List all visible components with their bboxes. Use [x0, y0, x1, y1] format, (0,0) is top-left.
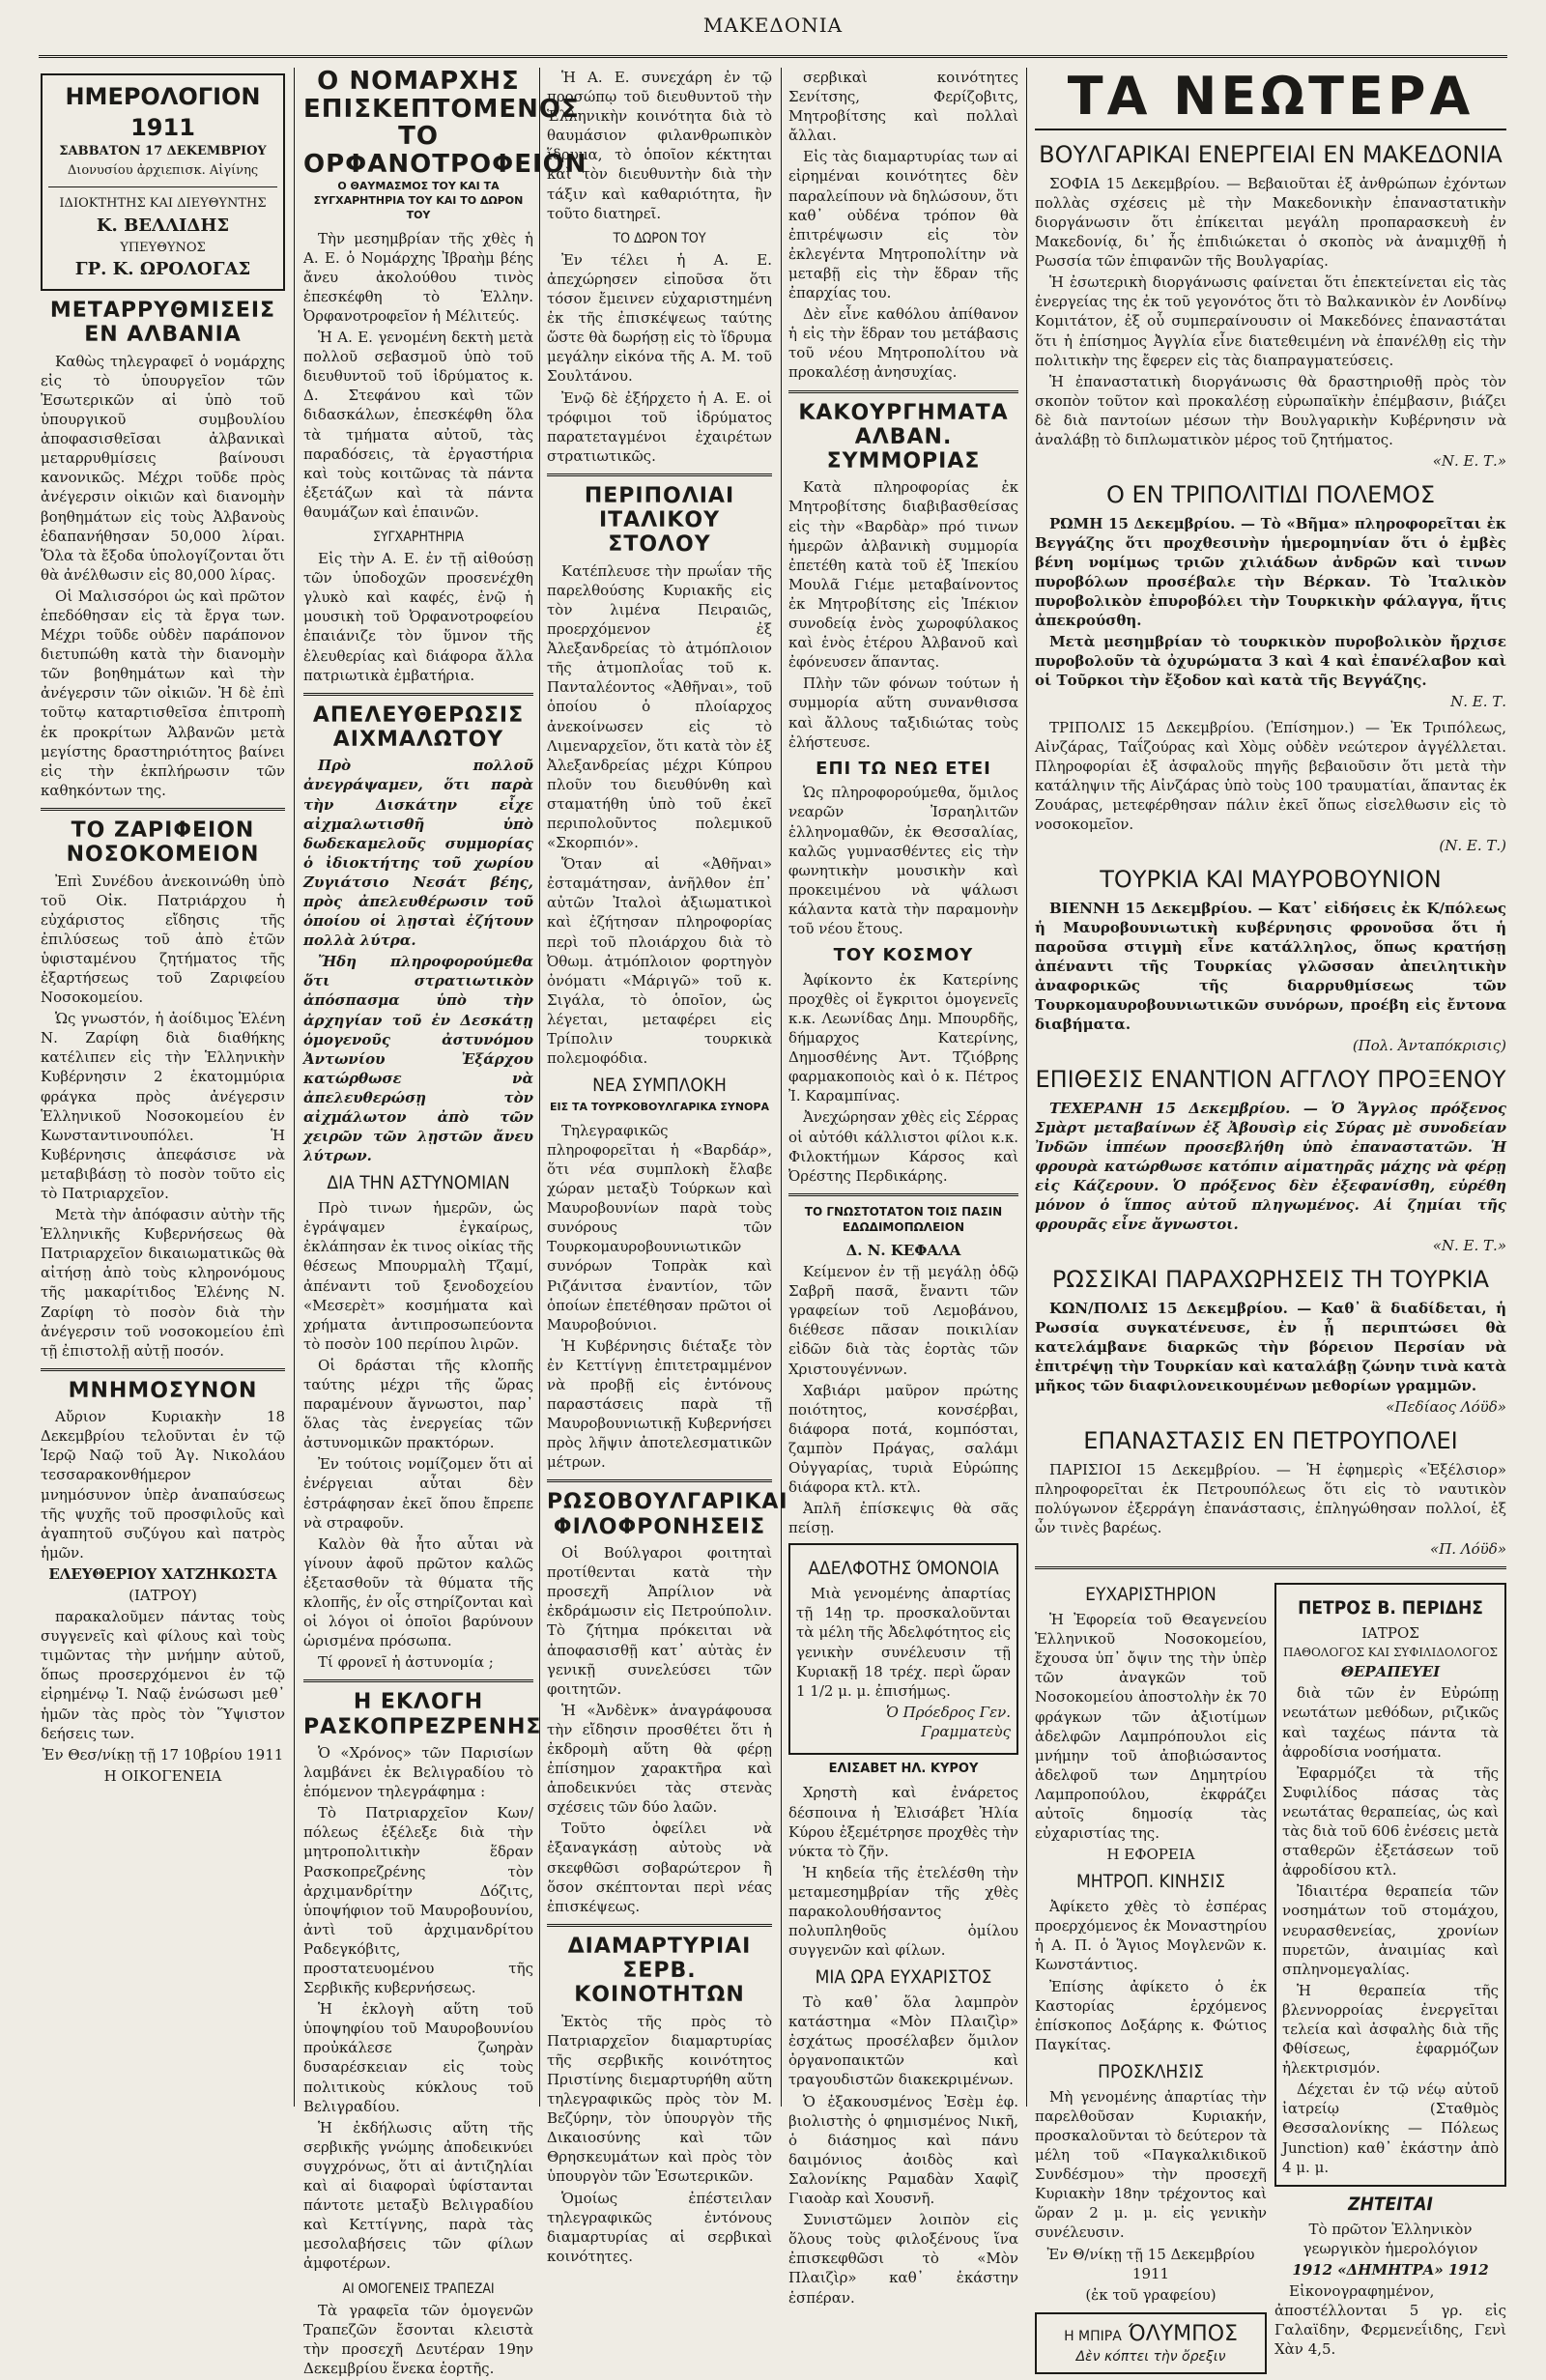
news-title: ΕΠΙΘΕΣΙΣ ΕΝΑΝΤΙΟΝ ΑΓΓΛΟΥ ΠΡΟΞΕΝΟΥ [1035, 1066, 1506, 1094]
article-title: ΑΔΕΛΦΟΤΗΣ ΌΜΟΝΟΙΑ [808, 1558, 999, 1580]
article-paragraph: Καλὸν θὰ ἦτο αὗται νὰ γίνουν ἀφοῦ πρῶτον καλῶς ἐξετασθοῦν τὰ θύματα τῆς κλοπῆς, ἐν οἷς στηρίζονται καὶ οἱ λόγοι οἱ ὁποῖοι βαρύνουν ὡρισμένα πρόσωπα. [303, 1534, 533, 1650]
news-paragraph: ΣΟΦΙΑ 15 Δεκεμβρίου. — Βεβαιοῦται ἐξ ἀνθρώπων ἐχόντων πολλὰς σχέσεις μὲ τὴν Μακεδονικὴν ἐπαναστατικὴν διοργάνωσιν ὅτι ἐπίκειται μεγάλη προπαρασκευὴ ἐν Μακεδονίᾳ, δι᾽ ἧς ἐπιδιώκεται ὁ σκοπὸς νὰ ἀναμιχθῇ ἡ Ρωσσία τῶν ἐπιφανῶν τῆς Βουλγαρίας. [1035, 174, 1506, 271]
article-paragraph: Τί φρονεῖ ἡ ἀστυνομία ; [318, 1653, 494, 1672]
news-paragraph: ΤΡΙΠΟΛΙΣ 15 Δεκεμβρίου. (Ἐπίσημον.) — Ἐκ Τριπόλεως, Αἰνζάρας, Ταΐζούρας καὶ Χὸμς οὐδὲν νεώτερον ἀγγέλλεται. Πληροφορίαι ἐξ ἀσφαλοῦς πηγῆς βεβαιοῦσιν ὅτι μετὰ τὴν κατάληψιν τῆς Αἰνζάρας ὑπὸ τοὺς 100 τραυματίαι, ἅπαντας ἐκ Ζουάρας, μετεφέρθησαν πάλιν ἐκεῖ ὅπως εἰσελθωσιν εἰς τὸ νοσοκομεῖον. [1035, 718, 1506, 833]
news-source: (Ν. Ε. Τ.) [1439, 837, 1506, 855]
memorial-role: (ΙΑΤΡΟΥ) [129, 1586, 197, 1604]
article-paragraph: Συνιστῶμεν λοιπὸν εἰς ὅλους τοὺς φιλοξένους ἵνα ἐπισκεφθῶσι τὸ «Μὸν Πλαιζὶρ» καθ᾽ ἑκάστην ἑσπέραν. [788, 2211, 1018, 2307]
beer-ad-prefix: Η ΜΠΙΡΑ [1064, 2328, 1122, 2344]
ad-date: Ἐν Θ/νίκῃ τῇ 15 Δεκεμβρίου 1911 [1046, 2245, 1255, 2282]
column-5 [1029, 66, 1512, 2366]
article-title: ΤΟ ΓΝΩΣΤΟΤΑΤΟΝ ΤΟΙΣ ΠΑΣΙΝ ΕΔΩΔΙΜΟΠΩΛΕΙΟΝ [804, 1204, 1003, 1234]
article-paragraph: Οἱ Βούλγαροι φοιτηταὶ προτίθενται κατὰ τὴν προσεχῆ Ἀπρίλιον νὰ ἐκδράμωσιν εἰς Πετρούπολιν. Τὸ ζήτημα πρόκειται νὰ ἀποφασισθῇ κατ᾽ αὐτὰς ἐν γενικῇ συνελεύσει τῶν φοιτητῶν. [547, 1544, 772, 1698]
article-paragraph: Ἐν τούτοις νομίζομεν ὅτι αἱ ἐνέργειαι αὗται δὲν ἐστράφησαν ἐκεῖ ὅπου ἔπρεπε νὰ στραφοῦν. [303, 1455, 533, 1532]
shop-name: Δ. Ν. ΚΕΦΑΛΑ [845, 1242, 961, 1260]
article-title: ΚΑΚΟΥΡΓΗΜΑΤΑ ΑΛΒΑΝ. ΣΥΜΜΟΡΙΑΣ [798, 400, 1009, 474]
ad-paragraph: Ἀφίκετο χθὲς τὸ ἑσπέρας προερχόμενος ἐκ Μοναστηρίου ἡ Α. Π. ὁ Ἅγιος Μογλενῶν κ. Κωνστάντιος. [1035, 1898, 1267, 1974]
beer-ad-name: ΌΛΥΜΠΟΣ [1128, 2321, 1238, 2346]
article-paragraph: Ἀνεχώρησαν χθὲς εἰς Σέρρας οἱ αὐτόθι κάλλιστοι φίλοι κ.κ. Φιλοκτήμων Κάρσος καὶ Ὀρέστης Περδικάρης. [788, 1108, 1018, 1185]
article-title: ΤΟΥ ΚΟΣΜΟΥ [833, 945, 974, 966]
article-title: Ο ΝΟΜΑΡΧΗΣ ΕΠΙΣΚΕΠΤΟΜΕΝΟΣ ΤΟ ΟΡΦΑΝΟΤΡΟΦΕΙΟΝ [303, 67, 587, 179]
column-2 [298, 67, 587, 2377]
article-paragraph: Τὸ Πατριαρχεῖον Κων/πόλεως ἐξέλεξε διὰ τὴν μητροπολιτικὴν ἕδραν Ρασκοπρεζρένης τὸν ἀρχιμανδρίτην Δόζιτς, ὑποψήφιον τοῦ Μαυροβουνίου, ἀντὶ τοῦ ἀρχιμανδρίτου Ραδεγκόβιτς, προστατευομένου τῆς Σερβικῆς κυβερνήσεως. [303, 1804, 533, 1997]
article-paragraph: Ἡ Α. Ε. γενομένη δεκτὴ μετὰ πολλοῦ σεβασμοῦ ὑπὸ τοῦ διευθυντοῦ τοῦ ἱδρύματος κ. Δ. Στεφάνου καὶ τῶν διδασκάλων, ἐπεσκέφθη ὅλα τὰ τμήματα αὐτοῦ, τὰς παραδόσεις, τὰ ἐργαστήρια καὶ τοὺς κοιτῶνας τὰ πάντα ἐξετάζων καὶ τὰ πάντα θαυμάζων καὶ ἐπαινῶν. [303, 329, 533, 521]
article-paragraph: Μετὰ τὴν ἀπόφασιν αὐτὴν τῆς Ἑλληνικῆς Κυβερνήσεως θὰ Πατριαρχεῖον δικαιωματικῶς θὰ αἰτήσῃ ἀπὸ τοὺς κληρονόμους τῆς μακαρίτιδος Ἑλένης Ν. Ζαρίφη τὸ ποσὸν διὰ τὴν ἀνέγερσιν τοῦ νοσοκομείου ἐπὶ τῇ ἐπιστολῇ αὐτῇ ποσόν. [41, 1206, 285, 1360]
ad-paragraph: Ἡ Ἐφορεία τοῦ Θεαγενείου Ἑλληνικοῦ Νοσοκομείου, ἔχουσα ὑπ᾽ ὄψιν της τὴν ὑπὲρ τῶν ἀναγκῶν τοῦ Νοσοκομείου ἀποστολὴν ἐκ 70 φράγκων τῶν ἀξιοτίμων ἀδελφῶν Λαμπρόπουλοι εἰς μνήμην τοῦ ἀποβιώσαντος ἀδελφοῦ των Δημητρίου Λαμπροπούλου, ἐκφράζει αὐτοῖς δημοσίᾳ τὰς εὐχαριστίας της. [1035, 1611, 1267, 1843]
article-paragraph: Δὲν εἶνε καθόλου ἀπίθανον ἡ εἰς τὴν ἕδραν του μετάβασις τοῦ νέου Μητροπολίτου νὰ προκαλέσῃ ἀνησυχίας. [788, 305, 1018, 382]
article-subheading: ΣΥΓΧΑΡΗΤΗΡΙΑ [372, 529, 465, 545]
memorial-sign: Η ΟΙΚΟΓΕΝΕΙΑ [103, 1766, 222, 1785]
article-paragraph: Ἡ κηδεία τῆς ἐτελέσθη τὴν μεταμεσημβρίαν τῆς χθὲς παρακολουθήσαντος πολυπληθοῦς ὁμίλου συγγενῶν καὶ φίλων. [788, 1863, 1018, 1960]
article-title: ΕΛΙΣΑΒΕΤ ΗΛ. ΚΥΡΟΥ [828, 1762, 979, 1777]
ad-title: ΖΗΤΕΙΤΑΙ [1348, 2193, 1433, 2215]
article-paragraph: Ἐνῷ δὲ ἐξήρχετο ἡ Α. Ε. οἱ τρόφιμοι τοῦ ἱδρύματος παρατεταγμένοι ἐχαιρέτων στρατιωτικῶς. [547, 388, 772, 465]
news-paragraph: ΡΩΜΗ 15 Δεκεμβρίου. — Τὸ «Βῆμα» πληροφορεῖται ἐκ Βεγγάζης ὅτι προχθεσινὴν ἡμερομηνίαν ὅτι ὁ ἐμβὲς βένη νομίμως τριῶν χιλιάδων ἀνδρῶν καὶ τινων πυροβόλων προσέβαλε τὴν Βέρκαν. Τὸ Ἰταλικὸν πυροβολικὸν ἐπυροβόλει τὴν Τουρκικὴν φάλαγγα, ἥτις ἀπεκρούσθη. [1035, 514, 1506, 630]
article-paragraph: Οἱ δράσται τῆς κλοπῆς ταύτης μέχρι τῆς ὥρας παραμένουν ἄγνωστοι, παρ᾽ ὅλας τὰς ἐνεργείας τῶν ἀστυνομικῶν πρακτόρων. [303, 1356, 533, 1452]
article-paragraph: Εἰς τὰς διαμαρτυρίας των αἱ εἰρημέναι κοινότητες δὲν παραλείπουν νὰ δηλώσουν, ὅτι καθ᾽ οὐδένα τρόπον θὰ ἐπιτρέψωσιν εἰς τὸν ἐκλεγέντα Μητροπολίτην νὰ μεταβῇ εἰς τὴν ἕδραν τῆς ἐπαρχίας του. [788, 148, 1019, 302]
article-paragraph: Ἀπλῆ ἐπίσκεψις θὰ σᾶς πείσῃ. [788, 1500, 1018, 1537]
news-source: «Ν. Ε. Τ.» [1432, 1237, 1506, 1255]
news-title: Ο ΕΝ ΤΡΙΠΟΛΙΤΙΔΙ ΠΟΛΕΜΟΣ [1105, 481, 1436, 509]
ad-spec: ΠΑΘΟΛΟΓΟΣ ΚΑΙ ΣΥΦΙΛΙΔΟΛΟΓΟΣ [1282, 1646, 1498, 1660]
article-paragraph: Τὴν μεσημβρίαν τῆς χθὲς ἡ Α. Ε. ὁ Νομάρχης Ἰβραὴμ βέης ἄνευ ἀκολούθου τινὸς ἐπεσκέφθη τὸ Ἑλλην. Ὀρφανοτροφεῖον ἡ Μέλιτεύς. [303, 229, 533, 325]
article-paragraph: Κατέπλευσε τὴν πρωΐαν τῆς παρελθούσης Κυριακῆς εἰς τὸν λιμένα Πειραιῶς, προερχόμενον ἐξ Ἀλεξανδρείας τὸ ἀτμόπλοιον τῆς ἀτμοπλοΐας τοῦ κ. Πανταλέοντος «Ἀθῆναι», τοῦ ὁποίου ὁ πλοίαρχος ἀνεκοίνωσεν εἰς τὸ Λιμεναρχεῖον, ὅτι κατὰ τὸν ἐξ Ἀλεξανδρείας μέχρι Κύπρου πλοῦν του διευθύνθη καὶ σταματήθη ὑπὸ τοῦ ἐκεῖ περιπολοῦντος πολεμικοῦ «Σκορπιόν». [547, 561, 772, 852]
resp-label: ΥΠΕΥΘΥΝΟΣ [120, 240, 206, 255]
article-title: ΠΕΡΙΠΟΛΙΑΙ ΙΤΑΛΙΚΟΥ ΣΤΟΛΟΥ [584, 483, 735, 558]
article-paragraph: Ἐπὶ Συνέδου ἀνεκοινώθη ὑπὸ τοῦ Οἰκ. Πατριάρχου ἡ εὐχάριστος εἴδησις τῆς ἐπιλύσεως τοῦ ἀπὸ ἐτῶν ὑφισταμένου ζητήματος τῆς ἐξαρτήσεως τοῦ Ζαριφείου Νοσοκομείου. [41, 872, 285, 1007]
article-title: ΝΕΑ ΣΥΜΠΛΟΚΗ [592, 1075, 727, 1097]
news-source: «Πεδίαος Λόϋδ» [1386, 1398, 1506, 1417]
article-title: Η ΕΚΛΟΓΗ ΡΑΣΚΟΠΡΕΖΡΕΝΗΣ [303, 1690, 542, 1739]
memorial-date: Ἐν Θεσ/νίκῃ τῇ 17 10βρίου 1911 [42, 1745, 284, 1763]
news-title: ΡΩΣΣΙΚΑΙ ΠΑΡΑΧΩΡΗΣΕΙΣ ΤΗ ΤΟΥΡΚΙΑ [1051, 1266, 1490, 1294]
article-paragraph: Ἡ Α. Ε. συνεχάρη ἐν τῷ προσώπῳ τοῦ διευθυντοῦ τὴν Ἑλληνικὴν κοινότητα διὰ τὸ θαυμάσιον φιλανθρωπικὸν ἵδρυμα, τὸ ὁποῖον κέκτηται καὶ τὸν διευθυντὴν διὰ τὴν τάξιν καὶ καθαριότητα, ἣν τοῦτο διατηρεῖ. [547, 69, 772, 222]
article-paragraph: Ἐκτὸς τῆς πρὸς τὸ Πατριαρχεῖον διαμαρτυρίας τῆς σερβικῆς κοινότητος Πριστίνης διεμαρτυρήθη αὕτη τηλεγραφικῶς πρὸς τὸν Μ. Βεζύρην, τὸν ὑπουργὸν τῆς Δικαιοσύνης καὶ τῶν Θρησκευμάτων καὶ πρὸς τὸν ὑπουργὸν τῶν Ἐσωτερικῶν. [547, 2012, 772, 2186]
article-paragraph: Πρὸ πολλοῦ ἀνεγράψαμεν, ὅτι παρὰ τὴν Δισκάτην εἶχε αἰχμαλωτισθῆ ὑπὸ δωδεκαμελοῦς συμμορίας ὁ ἰδιοκτήτης τοῦ χωρίου Ζυγιάτσιο Νεσάτ βέης, πρὸς ἀπελευθέρωσιν τοῦ ὁποίου οἱ λῃσταὶ ἐζήτουν πολλὰ λύτρα. [303, 757, 533, 950]
article-paragraph: σερβικαὶ κοινότητες Σενίτσης, Φερίζοβιτς, Μητροβίτσης καὶ πολλαὶ ἄλλαι. [788, 69, 1018, 145]
article-paragraph: Ἤδη πληροφορούμεθα ὅτι στρατιωτικὸν ἀπόσπασμα ὑπὸ τὴν ἀρχηγίαν τοῦ ἐν Δεσκάτῃ ὁμογενοῦς ἀστυνόμου Ἀντωνίου Ἐξάρχου κατώρθωσε νὰ ἀπελευθερώσῃ τὸν αἰχμάλωτον ἀπὸ τῶν χειρῶν τῶν λῃστῶν ἄνευ λύτρων. [303, 953, 533, 1165]
news-title: ΕΠΑΝΑΣΤΑΣΙΣ ΕΝ ΠΕΤΡΟΥΠΟΛΕΙ [1083, 1427, 1458, 1455]
news-paragraph: Ἡ ἐπαναστατικὴ διοργάνωσις θὰ δραστηριοθῇ πρὸς τὸν σκοπὸν τοῦτον καὶ προκαλέσῃ εὐρωπαϊκὴν ἐπέμβασιν, βιάζει δὲ διὰ παντοίων μέσων τὴν Βουλγαρικὴν Κυβέρνησιν νὰ ἀναλάβῃ τὸ διπλωματικὸν μέρος τοῦ ζητήματος. [1035, 372, 1506, 448]
article-subheading: ΤΟ ΔΩΡΟΝ ΤΟΥ [613, 230, 706, 246]
ad-paragraph: διὰ τῶν ἐν Εὐρώπῃ νεωτάτων μεθόδων, ριζικῶς καὶ ταχέως πάντα τὰ ἀφροδίσια νοσήματα. [1282, 1684, 1499, 1761]
article-paragraph: Ἡ «Ἀνδὲνκ» ἀναγράφουσα τὴν εἴδησιν προσθέτει ὅτι ἡ ἐκδρομὴ αὕτη θὰ φέρῃ ἐπίσημον χαρακτῆρα καὶ ἀποδεικνύει τὰς στενὰς σχέσεις τῶν δύο λαῶν. [547, 1701, 772, 1817]
news-source: (Πολ. Ἀνταπόκρισις) [1352, 1037, 1506, 1055]
column-rule [294, 68, 295, 2107]
column-rule [539, 68, 540, 2107]
article-paragraph: Χαβιάρι μαῦρον πρώτης ποιότητος, κονσέρβαι, διάφορα ποτά, κομπόσται, ζαμπὸν Πράγας, σαλάμι Οὐγγαρίας, τυριὰ Εὐρώπης διάφορα κτλ. κτλ. [788, 1381, 1018, 1497]
article-title: ΜΕΤΑΡΡΥΘΜΙΣΕΙΣ ΕΝ ΑΛΒΑΝΙΑ [49, 299, 276, 348]
article-paragraph: Ἡ ἐκδήλωσις αὕτη τῆς σερβικῆς γνώμης ἀποδεικνύει συγχρόνως, ὅτι αἱ ἀντιζηλίαι καὶ αἱ διαφοραὶ ὑφίστανται πάντοτε μεταξὺ Βελιγραδίου καὶ Κεττίγνης, παρὰ τὰς μεσολαβήσεις τῶν φίλων ἀμφοτέρων. [303, 2118, 533, 2273]
article-paragraph: Πρὸ τινων ἡμερῶν, ὡς ἐγράψαμεν ἐγκαίρως, ἐκλάπησαν ἐκ τινος οἰκίας τῆς θέσεως Μπουρμαλὴ Τζαμί, ἀπέναντι τοῦ ξενοδοχείου «Μεσερὲτ» κοσμήματα καὶ χρήματα ἀντιπροσωπεύοντα τὸ ποσὸν 100 περίπου λιρῶν. [303, 1199, 533, 1353]
article-title: ΜΝΗΜΟΣΥΝΟΝ [68, 1378, 258, 1403]
ad-title: ΕΥΧΑΡΙΣΤΗΡΙΟΝ [1085, 1584, 1217, 1606]
article-paragraph: Τὸ καθ᾽ ὅλα λαμπρὸν κατάστημα «Μὸν Πλαιζὶρ» ἐσχάτως προσέλαβεν ὅμιλον ὀργανοπαικτῶν καὶ τραγουδιστῶν διακεκριμένων. [788, 1993, 1018, 2089]
ad-sign: Η ΕΦΟΡΕΙΑ [1106, 1846, 1195, 1864]
column-3 [541, 68, 788, 2265]
article-title: ΜΙΑ ΩΡΑ ΕΥΧΑΡΙΣΤΟΣ [815, 1966, 992, 1989]
column-rule [781, 68, 782, 2107]
article-title: ΑΠΕΛΕΥΘΕΡΩΣΙΣ ΑΙΧΜΑΛΩΤΟΥ [312, 703, 525, 753]
article-paragraph: Τὰ γραφεῖα τῶν ὁμογενῶν Τραπεζῶν ἔσονται κλειστὰ τὴν προσεχῆ Δευτέραν 19ην Δεκεμβρίου ἕνεκα ἑορτῆς. [303, 2301, 533, 2377]
news-paragraph: ΤΕΧΕΡΑΝΗ 15 Δεκεμβρίου. — Ὁ Ἄγγλος πρόξενος Σμὰρτ μεταβαίνων ἐξ Ἀβουσὶρ εἰς Σύρας μὲ συνοδείαν Ἰνδῶν ἱππέων προσεβλήθη ὑπὸ ἐπαναστατῶν. Ἡ φρουρὰ κατώρθωσε κατόπιν αἱματηρᾶς μάχης νὰ φέρῃ εἰς Κάζερουν. Ὁ πρόξενος δὲν ἐξεφανίσθη, εὑρέθη μόνον ὁ ἵππος αὐτοῦ πληγωμένος. Αἱ ζημίαι τῆς φρουρᾶς εἶνε ἄγνωστοι. [1035, 1099, 1506, 1234]
column-4 [783, 68, 1024, 2307]
signature: Ὁ Πρόεδρος Γεν. Γραμματεὺς [885, 1703, 1011, 1740]
article-paragraph: Εἰς τὴν Α. Ε. ἐν τῇ αἰθούσῃ τῶν ὑποδοχῶν προσενέχθη γλυκὸ καὶ καφές, ἐνῷ ἡ μουσικὴ τοῦ Ὀρφανοτροφείου ἐπαιάνιζε τὸν ὕμνον τῆς ἐλευθερίας καὶ διάφορα ἄλλα πατριωτικὰ ἐμβατήρια. [303, 550, 533, 684]
news-source: Ν. Ε. Τ. [1450, 693, 1506, 711]
article-title: ΔΙΑΜΑΡΤΥΡΙΑΙ ΣΕΡΒ. ΚΟΙΝΟΤΗΤΩΝ [567, 1934, 752, 2008]
article-paragraph: Μιὰ γενομένης ἀπαρτίας τῇ 14ῃ τρ. προσκαλοῦνται τὰ μέλη τῆς Ἀδελφότητος εἰς γενικὴν συνέλευσιν τῇ Κυριακῇ 18 τρέχ. περὶ ὥραν 1 1/2 μ. μ. ἐπισήμως. [796, 1585, 1011, 1700]
news-paragraph: Ἡ ἐσωτερικὴ διοργάνωσις φαίνεται ὅτι ἐπεκτείνεται εἰς τὰς ἐνεργείας της ἐκ τοῦ γεγονότος ὅτι τὸ Βαλκανικὸν ἐν Λονδίνῳ Κομιτάτον, ἐξ οὗ συμπεραίνουσιν οἱ Μακεδόνες ἐπαναστάται ὅτι ἡ ἐπίσημος Ἀγγλία εἶνε διατεθειμένη νὰ ἐπανέλθῃ εἰς τὴν πολιτικὴν της ἔφερεν εἰς τὰς διαπραγματεύσεις. [1035, 273, 1506, 369]
article-title: ΔΙΑ ΤΗΝ ΑΣΤΥΝΟΜΙΑΝ [327, 1172, 510, 1194]
article-paragraph: Πλὴν τῶν φόνων τούτων ἡ συμμορία αὕτη συνανθισσα καὶ ἄλλους ταξιδιώτας τοὺς ἐλήστευσε. [788, 674, 1018, 751]
ad-role: ΙΑΤΡΟΣ [1361, 1624, 1419, 1643]
ad-paragraph: Δέχεται ἐν τῷ νέῳ αὐτοῦ ἰατρείῳ (Σταθμὸς Θεσσαλονίκης — Πόλεως Junction) καθ᾽ ἑκάστην ἀπὸ 4 μ. μ. [1282, 2080, 1499, 2176]
article-paragraph: Τοῦτο ὀφείλει νὰ ἐξαναγκάσῃ αὐτοὺς νὰ σκεφθῶσι σοβαρώτερον ἢ ὅσον σκέπτονται περὶ νέας ἐπισκέψεως. [547, 1820, 772, 1915]
owner-label: ΙΔΙΟΚΤΗΤΗΣ ΚΑΙ ΔΙΕΥΘΥΝΤΗΣ [59, 196, 267, 212]
article-paragraph: Οἱ Μαλισσόροι ὡς καὶ πρῶτον ἐπεδόθησαν εἰς τὰ ἔργα των. Μέχρι τοῦδε οὐδὲν παράπονον διετυπώθη κατὰ τὴν διανομὴν τῶν βοηθημάτων καὶ τὴν ἀνέγερσιν τῶν οἰκιῶν. Ἡ δὲ ἐπὶ τοῦτῳ καταρτισθεῖσα ἐπιτροπὴ ἐκ προκρίτων Ἀλβανῶν μετὰ μεγίστης δραστηριότητος βαίνει εἰς τὴν ἐκπλήρωσιν τῶν καθηκόντων της. [41, 587, 285, 799]
article-title: ΕΠΙ ΤΩ ΝΕΩ ΕΤΕΙ [816, 758, 991, 779]
article-paragraph: Ἡ Κυβέρνησις διέταξε τὸν ἐν Κεττίγνῃ ἐπιτετραμμένον νὰ προβῇ εἰς ἐντόνους παραστάσεις παρὰ τῇ Μαυροβουνιωτικῇ Κυβερνήσει πρὸς λῆψιν ἀποτελεσματικῶν μέτρων. [547, 1336, 772, 1472]
article-paragraph: παρακαλοῦμεν πάντας τοὺς συγγενεῖς καὶ φίλους καὶ τοὺς τιμῶντας τὴν μνήμην αὐτοῦ, ὅπως προσερχόμενοι ἐν τῷ εἰρημένῳ Ἱ. Ναῷ ἑνώσωσι μεθ᾽ ἡμῶν τὰς πρὸς τὸν Ὕψιστον δεήσεις των. [41, 1608, 285, 1742]
article-paragraph: Αὔριον Κυριακὴν 18 Δεκεμβρίου τελοῦνται ἐν τῷ Ἱερῷ Ναῷ τοῦ Ἁγ. Νικολάου τεσσαρακονθήμερον μνημόσυνον ὑπὲρ ἀναπαύσεως τῆς ψυχῆς τοῦ προσφιλοῦς καὶ ἀγαπητοῦ συζύγου καὶ πατρὸς ἡμῶν. [41, 1408, 285, 1562]
ad-title: ΠΡΟΣΚΛΗΣΙΣ [1098, 2060, 1204, 2082]
article-paragraph: Ἀφίκοντο ἐκ Κατερίνης προχθὲς οἱ ἔγκριτοι ὁμογενεῖς κ.κ. Λεωνίδας Δημ. Μπουρδῆς, δήμαρχος Κατερίνης, Δημοσθένης Ἀντ. Τζιόβρης φαρμακοποιὸς καὶ ὁ κ. Πέτρος Ἰ. Καραμπίνας. [788, 970, 1018, 1105]
calendar-year: 1911 [130, 114, 195, 142]
news-paragraph: ΒΙΕΝΝΗ 15 Δεκεμβρίου. — Κατ᾽ εἰδήσεις ἐκ Κ/πόλεως ἡ Μαυροβουνιωτικὴ κυβέρνησις φρονοῦσα ὅτι ἡ παροῦσα στιγμὴ εἶνε κατάλληλος, ὅπως κρατήσῃ ἀπέναντι τῆς Τουρκίας γλῶσσαν ἀπειλητικὴν ἀναφορικῶς τῆς διαρρυθμίσεως τῶν Τουρκομαυροβουνιωτικῶν συνόρων, προέβη εἰς ἔντονα διαβήματα. [1035, 899, 1506, 1034]
article-paragraph: Κείμενον ἐν τῇ μεγάλῃ ὁδῷ Σαβρῆ πασᾶ, ἔναντι τῶν γραφείων τοῦ Λεμοβάνου, διέθεσε πᾶσαν ποικιλίαν εἰδῶν διὰ τὰς ἑορτὰς τῶν Χριστουγέννων. [788, 1263, 1018, 1378]
column-rule [1026, 68, 1027, 2107]
article-paragraph: Ὡς γνωστόν, ἡ ἀοίδιμος Ἑλένη Ν. Ζαρίφη διὰ διαθήκης κατέλιπεν εἰς τὴν Ἑλληνικὴν Κυβέρνησιν 2 ἑκατομμύρια φράγκα πρὸς ἀνέγερσιν Ἑλληνικοῦ Νοσοκομείου ἐν Κωνσταντινουπόλει. Ἡ Κυβέρνησις ἀπεφάσισε νὰ μεταβιβάσῃ τὸ ποσὸν τοῦτο εἰς τὸ Πατριαρχεῖον. [41, 1010, 285, 1202]
news-source: «Ν. Ε. Τ.» [1432, 452, 1506, 471]
article-title: ΡΩΣΟΒΟΥΛΓΑΡΙΚΑΙ ΦΙΛΟΦΡΟΝΗΣΕΙΣ [547, 1490, 788, 1539]
resp-name: ΓΡ. Κ. ΩΡΟΛΟΓΑΣ [74, 259, 251, 280]
news-source: «Π. Λόϋδ» [1430, 1540, 1506, 1559]
owner-name: Κ. ΒΕΛΛΙΔΗΣ [96, 215, 230, 236]
ad-title: ΜΗΤΡΟΠ. ΚΙΝΗΣΙΣ [1075, 1871, 1226, 1893]
news-paragraph: ΚΩΝ/ΠΟΛΙΣ 15 Δεκεμβρίου. — Καθ᾽ ἃ διαδίδεται, ἡ Ρωσσία συγκατένευσε, ἐν ᾗ περιπτώσει θὰ κατελάμβανε διαρκῶς τὴν βόρειον Περσίαν νὰ ἐπιτρέψῃ τὴν Τουρκίαν καὶ καταλάβῃ ζώνην τινὰ κατὰ μῆκος τῶν διαφιλονεικουμένων μεθορίων γραμμῶν. [1035, 1299, 1506, 1395]
news-title: ΤΟΥΡΚΙΑ ΚΑΙ ΜΑΥΡΟΒΟΥΝΙΟΝ [1100, 866, 1442, 894]
calendar-day: ΣΑΒΒΑΤΟΝ 17 ΔΕΚΕΜΒΡΙΟΥ [59, 144, 267, 159]
column-1 [35, 68, 291, 2107]
ad-paragraph: Ἐφαρμόζει τὰ τῆς Συφιλίδος πάσας τὰς νεωτάτας θεραπείας, ὡς καὶ τὰς διὰ τοῦ 606 ἐνέσεις μετὰ σταθερῶν ἐξετάσεων τοῦ ἀφροδίσου κτλ. [1282, 1763, 1499, 1879]
ad-paragraph: Μὴ γενομένης ἀπαρτίας τὴν παρελθοῦσαν Κυριακήν, προσκαλοῦνται τὸ δεύτερον τὰ μέλη τοῦ «Παγκαλκιδικοῦ Συνδέσμου» τὴν προσεχῆ Κυριακὴν 18ην τρέχοντος καὶ ὥραν 2 μ. μ. εἰς γενικὴν συνέλευσιν. [1035, 2087, 1267, 2242]
news-paragraph: ΠΑΡΙΣΙΟΙ 15 Δεκεμβρίου. — Ἡ ἐφημερὶς «Ἐξέλσιορ» πληροφορεῖται ἐκ Πετρουπόλεως ὅτι εἰς τὸ ναυτικὸν πολύγωνον ἐξερράγη ἐπανάστασις, ἐπληγώθησαν πολλοί, ἐξ ὧν τινὲς βαρέως. [1035, 1460, 1506, 1537]
ad-paragraph: Τὸ πρῶτον Ἑλληνικὸν γεωργικὸν ἡμερολόγιον [1303, 2220, 1478, 2257]
masthead: ΜΑΚΕΔΟΝΙΑ [39, 8, 1507, 58]
article-paragraph: Ἡ ἐκλογὴ αὕτη τοῦ ὑποψηφίου τοῦ Μαυροβουνίου προὐκάλεσε ζωηρὰν δυσαρέσκειαν εἰς τοὺς πολιτικοὺς κύκλους τοῦ Βελιγραδίου. [303, 2000, 533, 2115]
article-paragraph: Ὁ ἐξακουσμένος Ἐσὲμ ἐφ. βιολιστὴς ὁ φημισμένος Νικῆ, ὁ διάσημος καὶ πάνυ δαιμόνιος ἀοιδὸς καὶ Σαλονίκης Ραμαδὰν Χαφὶζ Γιαοὰρ καὶ Χουσνῆ. [788, 2092, 1018, 2208]
calendar-saint: Διονυσίου ἀρχιεπισκ. Αἰγίνης [67, 162, 259, 178]
ad-name: 1912 «ΔΗΜΗΤΡΑ» 1912 [1292, 2260, 1489, 2279]
ad-paragraph: Ἡ θεραπεία τῆς βλεννορροίας ἐνεργεῖται τελεία καὶ ἀσφαλὴς διὰ τῆς Φθίσεως, ἐφαρμόζων ἠλεκτρισμόν. [1282, 1981, 1499, 2078]
article-title: ΑΙ ΟΜΟΓΕΝΕΙΣ ΤΡΑΠΕΖΑΙ [342, 2280, 495, 2297]
calendar-box [41, 73, 285, 291]
article-paragraph: Ὡς πληροφορούμεθα, ὅμιλος νεαρῶν Ἰσραηλιτῶν ἑλληνομαθῶν, ἐκ Θεσσαλίας, καλῶς γυμνασθέντες εἰς τὴν φωνητικὴν μουσικὴν καὶ προκειμένου νὰ ψάλωσι κάλαντα κατὰ τὴν παραμονὴν τοῦ νέου ἔτους. [788, 784, 1018, 938]
article-paragraph: Κατὰ πληροφορίας ἐκ Μητροβίτσης διαβιβασθείσας εἰς τὴν «Βαρδὰρ» πρό τινων ἡμερῶν ἀλβανικὴ συμμορία ἐπετέθη κατὰ τοῦ ἐξ Ἱπεκίου Μουλᾶ Γιέμε μεταβαίνοντος ἐκ Μητροβίτσης εἰς Ἰπέκιον συνοδείᾳ ἑνὸς χωροφύλακος καὶ ἑνὸς ἑτέρου Ἀλβανοῦ καὶ ἐφόνευσεν ἅπαντας. [788, 478, 1018, 672]
ad-title: ΠΕΤΡΟΣ Β. ΠΕΡΙΔΗΣ [1298, 1597, 1483, 1620]
article-paragraph: Ὅταν αἱ «Ἀθῆναι» ἐσταμάτησαν, ἀνῆλθον ἐπ᾽ αὐτῶν Ἰταλοὶ ἀξιωματικοὶ καὶ ἐζήτησαν πληροφορίας περὶ τοῦ πλοιάρχου διὰ τὸ Ὀθωμ. ἀτμόπλοιον φορτηγὸν ὀνόματι «Μάριγῶ» τοῦ κ. Σιγάλα, τὸ ὁποῖον, ὡς λέγεται, μεταφέρει εἰς Τρίπολιν τουρκικὰ πολεμοφόδια. [547, 855, 772, 1068]
ad-paragraph: Ἰδιαιτέρα θεραπεία τῶν νοσημάτων τοῦ στομάχου, νευρασθενείας, χρονίων πυρετῶν, ἀναιμίας καὶ σπληνομεγαλίας. [1282, 1882, 1499, 1978]
article-subtitle: ΕΙΣ ΤΑ ΤΟΥΡΚΟΒΟΥΛΓΑΡΙΚΑ ΣΥΝΟΡΑ [550, 1101, 769, 1114]
section-title: ΤΑ ΝΕΩΤΕΡΑ [1035, 68, 1506, 130]
ad-paragraph: Ἐπίσης ἀφίκετο ὁ ἐκ Καστορίας ἐρχόμενος ἐπίσκοπος Δοξάρης κ. Φώτιος Παγκίτας. [1035, 1977, 1267, 2053]
article-paragraph: Ὁμοίως ἐπέστειλαν τηλεγραφικῶς ἐντόνους διαμαρτυρίας αἱ σερβικαὶ κοινότητες. [547, 2189, 772, 2265]
article-paragraph: Ἐν τέλει ἡ Α. Ε. ἀπεχώρησεν εἰποῦσα ὅτι τόσον ἔμεινεν εὐχαριστημένη ἐκ τῆς ἐπισκέψεως ταύτης ὥστε θὰ δωρήσῃ εἰς τὸ ἵδρυμα μεγάλην εἰκόνα τῆς Α. Μ. τοῦ Σουλτάνου. [547, 250, 772, 386]
calendar-title: ΗΜΕΡΟΛΟΓΙΟΝ [65, 83, 261, 110]
beer-ad-slogan: Δὲν κόπτει τὴν ὄρεξιν [1075, 2349, 1226, 2366]
news-paragraph: Μετὰ μεσημβρίαν τὸ τουρκικὸν πυροβολικὸν ἤρχισε πυροβολοῦν τὰ ὀχυρώματα 3 καὶ 4 καὶ ἐπανέλαβον καὶ οἱ Τοῦρκοι τὴν ἔξοδον καὶ κατὰ τῆς Βεγγάζης. [1035, 633, 1506, 690]
article-paragraph: Ὁ «Χρόνος» τῶν Παρισίων λαμβάνει ἐκ Βελιγραδίου τὸ ἑπόμενον τηλεγράφημα : [303, 1743, 533, 1801]
memorial-name: ΕΛΕΥΘΕΡΙΟΥ ΧΑΤΖΗΚΩΣΤΑ [48, 1564, 277, 1583]
ad-sign: (ἐκ τοῦ γραφείου) [1085, 2285, 1217, 2304]
article-paragraph: Καθὼς τηλεγραφεῖ ὁ νομάρχης εἰς τὸ ὑπουργεῖον τῶν Ἐσωτερικῶν αἱ ὑπὸ τοῦ ὑπουργικοῦ συμβουλίου ἀποφασισθεῖσαι ἀλβανικαὶ μεταρρυθμίσεις βαίνουσι κανονικῶς. Μέχρι τοῦδε πρὸς ἀνέγερσιν οἰκιῶν καὶ διανομὴν βοηθημάτων εἰς τοὺς Ἀλβανοὺς ἐδαπανήθησαν 50,000 λίραι. Ὅλα τὰ ἔξοδα ὑπολογίζονται ὅτι θὰ ἀνέλθωσιν εἰς 80,000 λίρας. [41, 352, 285, 584]
article-paragraph: Τηλεγραφικῶς πληροφορεῖται ἡ «Βαρδάρ», ὅτι νέα συμπλοκὴ ἔλαβε χώραν μεταξὺ Τούρκων καὶ Μαυροβουνίων παρὰ τοὺς συνόρους τῶν Τουρκομαυροβουνιωτικῶν συνόρων Τοπρὰκ καὶ Ριζάνιτσα ἐναντίον, τῶν ὁποίων ἐπετέθησαν πρῶτοι οἱ Μαυροβούνιοι. [547, 1121, 772, 1333]
ad-paragraph: Εἰκονογραφημένον, ἀποστέλλονται 5 γρ. εἰς Γαλαϊδην, Φερμενεΐιδης, Γενὶ Χὰν 4,5. [1274, 2281, 1506, 2359]
ad-sub: ΘΕΡΑΠΕΥΕΙ [1340, 1663, 1441, 1681]
article-title: ΤΟ ΖΑΡΙΦΕΙΟΝ ΝΟΣΟΚΟΜΕΙΟΝ [66, 817, 260, 868]
article-subtitle: Ο ΘΑΥΜΑΣΜΟΣ ΤΟΥ ΚΑΙ ΤΑ ΣΥΓΧΑΡΗΤΗΡΙΑ ΤΟΥ ΚΑΙ ΤΟ ΔΩΡΟΝ ΤΟΥ [313, 180, 524, 221]
news-title: ΒΟΥΛΓΑΡΙΚΑΙ ΕΝΕΡΓΕΙΑΙ ΕΝ ΜΑΚΕΔΟΝΙΑ [1039, 141, 1503, 169]
article-paragraph: Χρηστὴ καὶ ἐνάρετος δέσποινα ἡ Ἐλισάβετ Ἠλία Κύρου ἐξεμέτρησε προχθὲς τὴν νύκτα τὸ ζῆν. [788, 1784, 1018, 1860]
